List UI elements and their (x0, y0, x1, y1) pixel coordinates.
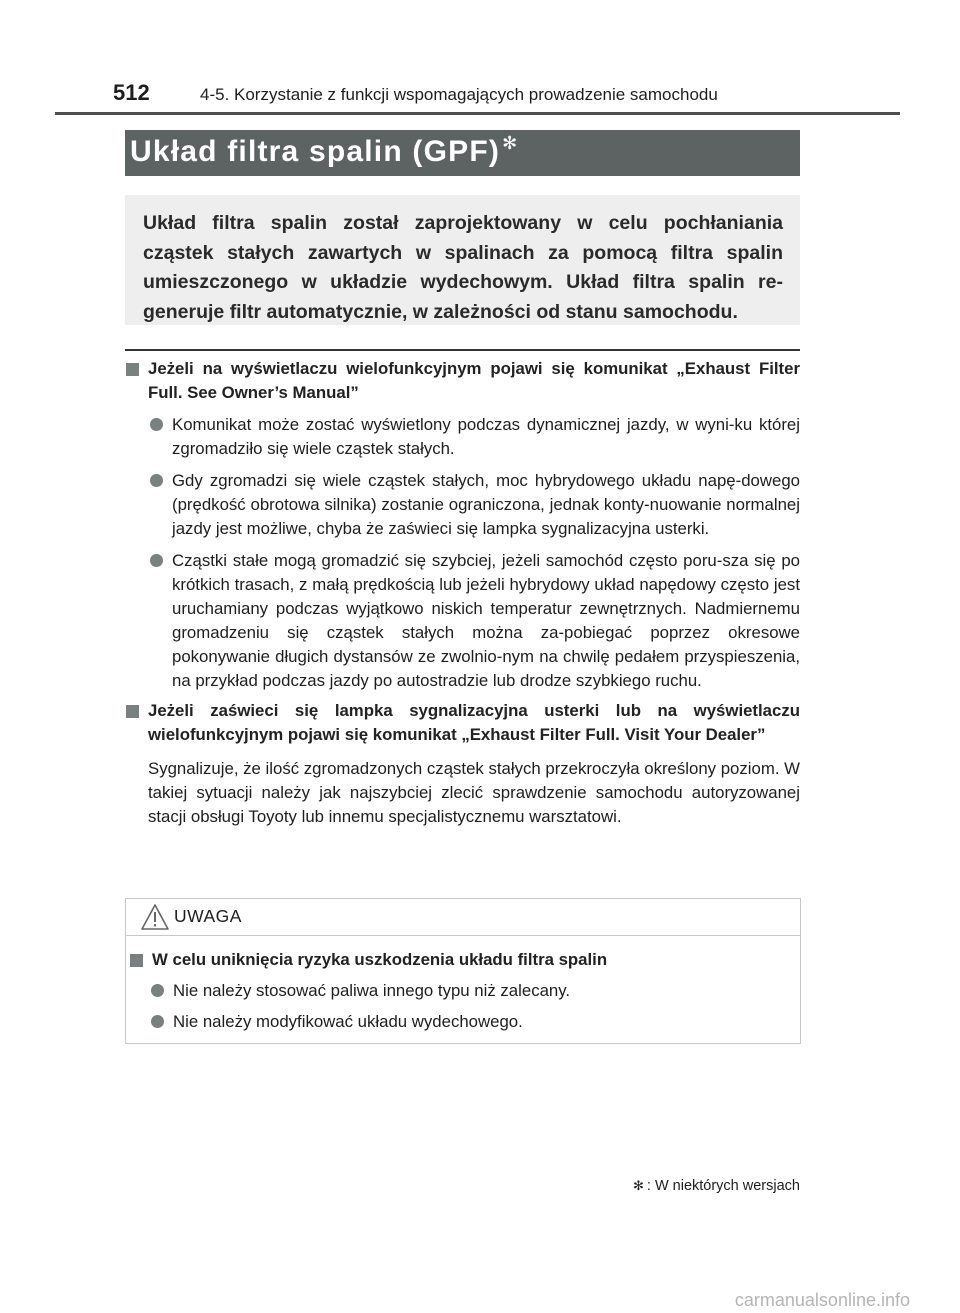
square-bullet-icon (126, 363, 139, 376)
section-heading: Jeżeli na wyświetlaczu wielofunkcyjnym pojawi się komunikat „Exhaust Filter Full. See Owner’s Manual” (148, 359, 800, 402)
bullet-text: Cząstki stałe mogą gromadzić się szybciej, jeżeli samochód często poru-sza się po krótkich trasach, z małą prędkością lub jeżeli hybrydowy układ napędowy często jest uruchamiany podczas wyjątkowo niskich temperatur zewnętrznych. Nadmiernemu gromadzeniu się cząstek stałych można za-pobiegać poprzez okresowe pokonywanie długich dystansów ze zwolnio-nym na chwilę pedałem przyspieszenia, na przykład podczas jazdy po autostradzie lub drodze szybkiego ruchu. (172, 551, 800, 690)
round-bullet-icon (150, 554, 163, 567)
bullet-text: Gdy zgromadzi się wiele cząstek stałych, moc hybrydowego układu napę-dowego (prędkość obrotowa silnika) zostanie ograniczona, jednak konty-nuowanie normalnej jazdy jest możliwe, chyba że zaświeci się lampka sygnalizacyjna usterki. (172, 471, 800, 538)
bullet-text: Nie należy stosować paliwa innego typu niż zalecany. (173, 981, 571, 1000)
bullet-text: Komunikat może zostać wyświetlony podczas dynamicznej jazdy, w wyni-ku której zgromadziło się wiele cząstek stałych. (172, 415, 800, 458)
header-rule (55, 112, 900, 115)
round-bullet-icon (150, 474, 163, 487)
warning-triangle-icon (140, 903, 170, 936)
bullet-item (172, 413, 800, 461)
round-bullet-icon (151, 984, 164, 997)
asterisk-marker: ✻ (632, 1178, 644, 1193)
footnote (633, 1178, 800, 1194)
section-title-text: Układ filtra spalin (GPF) (130, 135, 501, 168)
warning-heading: W celu uniknięcia ryzyka uszkodzenia układu filtra spalin (152, 950, 608, 969)
section-exhaust-filter-see-manual (125, 357, 800, 693)
square-bullet-icon (126, 705, 139, 718)
bullet-item (172, 469, 800, 541)
section-title-bar (125, 130, 800, 176)
chapter-title: 4-5. Korzystanie z funkcji wspomagających prowadzenie samochodu (200, 85, 718, 104)
round-bullet-icon (151, 1015, 164, 1028)
warning-label: UWAGA (174, 906, 242, 926)
section-title (130, 135, 518, 169)
section-paragraph: Sygnalizuje, że ilość zgromadzonych cząstek stałych przekroczyła określony poziom. W takiej sytuacji należy jak najszybciej zlecić sprawdzenie samochodu autoryzowanej stacji obsługi Toyoty lub innemu specjalistycznemu warsztatowi. (148, 759, 800, 826)
footnote-text: : W niektórych wersjach (646, 1178, 800, 1194)
round-bullet-icon (150, 418, 163, 431)
section-exhaust-filter-visit-dealer (125, 699, 800, 829)
main-content (125, 357, 800, 835)
watermark: carmanualsonline.info (734, 1290, 910, 1310)
bullet-text: Nie należy modyfikować układu wydechowego. (173, 1012, 523, 1031)
page-number: 512 (113, 80, 150, 105)
warning-section (126, 948, 800, 1034)
intro-text: Układ filtra spalin został zaprojektowany w celu pochłaniania cząstek stałych zawartych w spalinach za pomocą filtra spalin umieszczonego w układzie wydechowym. Układ filtra spalin re-generuje filtr automatycznie, w zależności od stanu samochodu. (143, 212, 783, 323)
warning-header (126, 899, 800, 936)
section-heading: Jeżeli zaświeci się lampka sygnalizacyjna usterki lub na wyświetlaczu wielofunkcyjnym pojawi się komunikat „Exhaust Filter Full. Visit Your Dealer” (148, 701, 800, 744)
section-divider (125, 349, 800, 351)
bullet-item (173, 1010, 800, 1034)
bullet-item (172, 549, 800, 693)
asterisk-marker: ✻ (502, 133, 519, 153)
bullet-item (173, 979, 800, 1003)
warning-box (125, 898, 801, 1044)
intro-box (125, 195, 800, 325)
square-bullet-icon (130, 954, 143, 967)
